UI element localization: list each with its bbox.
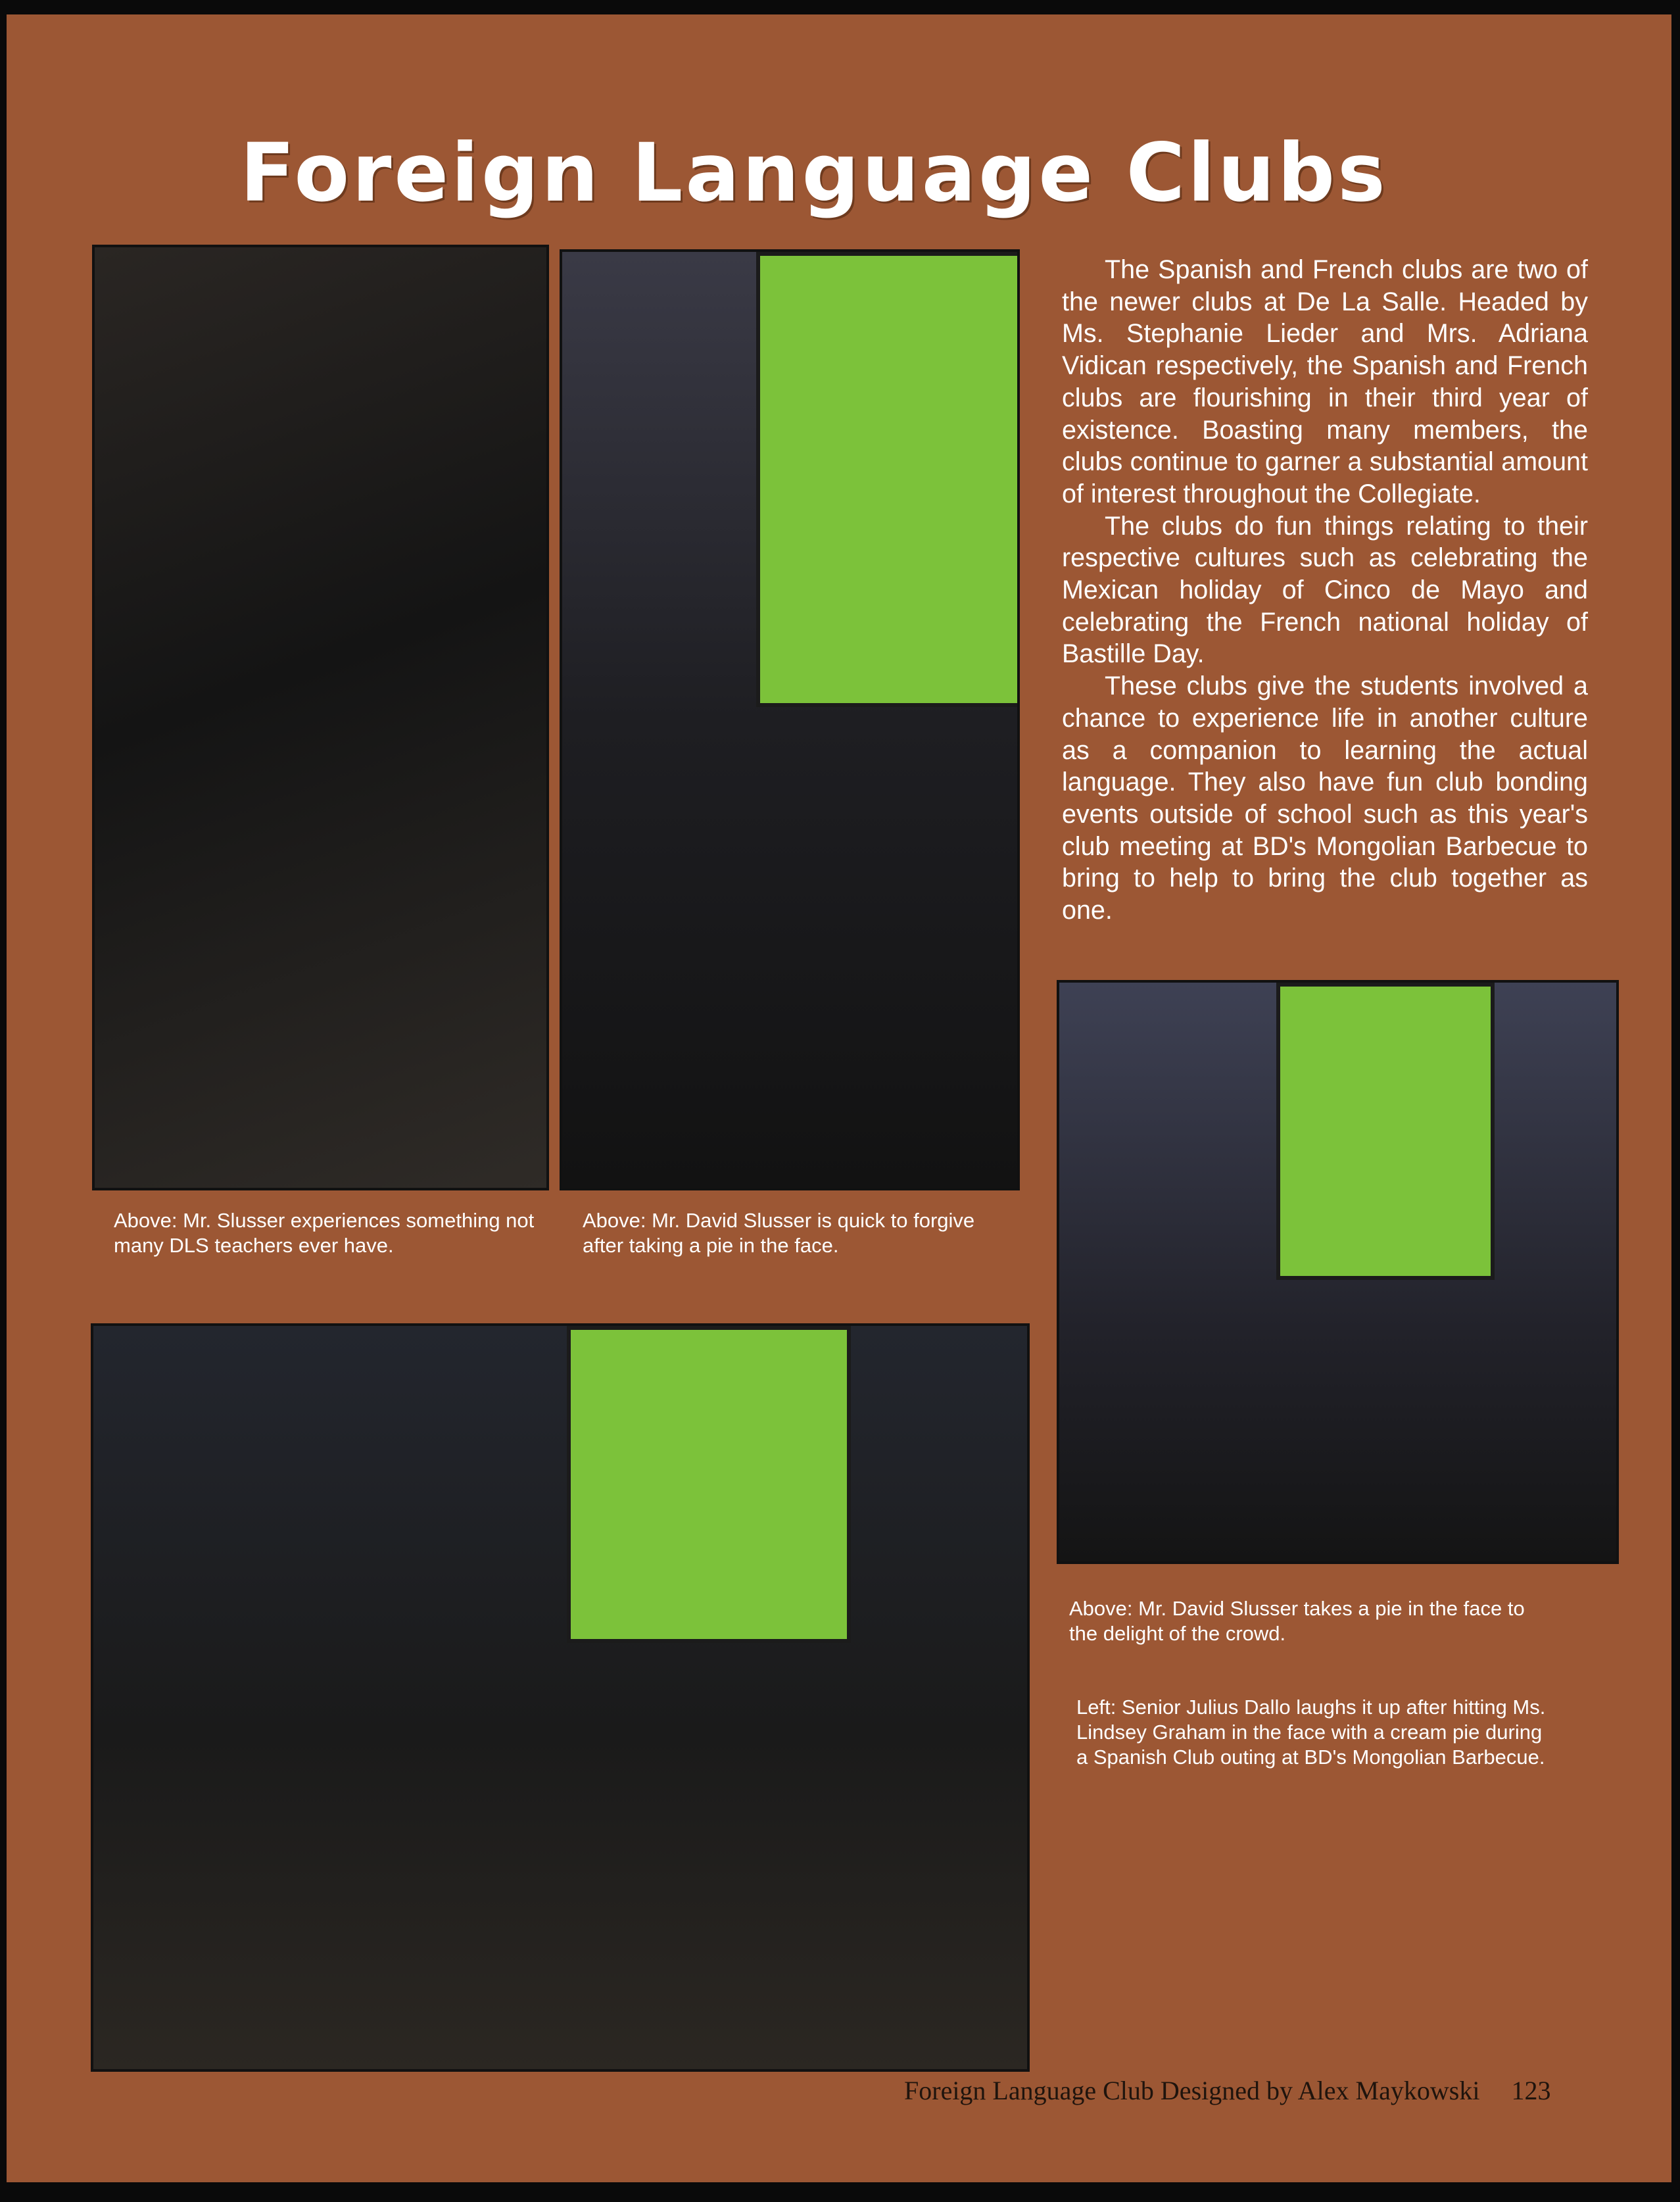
page-title: Foreign Language Clubs [240,126,1388,220]
photo-teacher-towel [92,245,549,1190]
article-paragraph: The Spanish and French clubs are two of the newer clubs at De La Salle. Headed by Ms. Stephanie Lieder and Mrs. Adriana Vidican respectively, the Spanish and French clubs are flourishing in their third year of existence. Boasting many members, the clubs continue to garner a substantial amount of interest throughout the Collegiate. [1062,255,1588,508]
designer-credit: Foreign Language Club Designed by Alex Maykowski [904,2076,1480,2105]
page-footer [904,2075,1550,2106]
caption-photo-2: Above: Mr. David Slusser is quick to forgive after taking a pie in the face. [583,1209,975,1257]
article-body [1062,254,1588,927]
page-sheet [7,14,1671,2182]
photo-student-laughing [91,1323,1030,2072]
restaurant-poster [567,1326,851,1643]
page-number: 123 [1511,2076,1551,2105]
caption-photo-1: Above: Mr. Slusser experiences something not many DLS teachers ever have. [114,1209,535,1257]
photo-teacher-pie-face [560,249,1020,1190]
photo-pie-in-face [1057,980,1619,1564]
restaurant-poster [1276,983,1495,1280]
article-paragraph: These clubs give the students involved a chance to experience life in another culture as a companion to learning the actual language. They also have fun club bonding events outside of school such as this year's club meeting at BD's Mongolian Barbecue to bring to help to bring the club together as one. [1062,672,1588,925]
restaurant-poster [756,252,1020,707]
caption-photo-4: Left: Senior Julius Dallo laughs it up after hitting Ms. Lindsey Graham in the face with a cream pie during a Spanish Club outing at BD's Mongolian Barbecue. [1076,1696,1546,1769]
article-paragraph: The clubs do fun things relating to their respective cultures such as celebrating the Mexican holiday of Cinco de Mayo and celebrating the French national holiday of Bastille Day. [1062,511,1588,669]
caption-photo-3: Above: Mr. David Slusser takes a pie in the face to the delight of the crowd. [1069,1597,1525,1645]
